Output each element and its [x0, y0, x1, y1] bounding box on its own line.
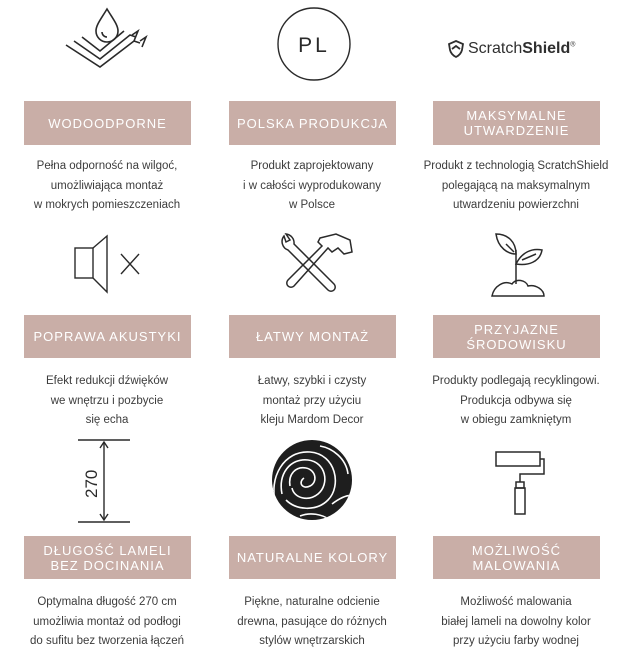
desc-przyjazne-srodowisku: Produkty podlegają recyklingowi. Produkcja odbywa się w obiegu zamkniętym	[432, 375, 600, 426]
badge-przyjazne-srodowisku: PRZYJAZNE ŚRODOWISKU	[433, 315, 600, 358]
badge-mozliwosc-malowania: MOŻLIWOŚĆ MALOWANIA	[433, 536, 600, 579]
badge-latwy-montaz: ŁATWY MONTAŻ	[229, 315, 396, 358]
badge-wodoodporne: WODOODPORNE	[24, 101, 191, 145]
desc-poprawa-akustyki: Efekt redukcji dźwięków we wnętrzu i pozbycie się echa	[45, 375, 169, 426]
logo-light-text: Scratch	[468, 40, 523, 57]
scratchshield-logo	[448, 40, 575, 58]
pl-text: PL	[298, 34, 330, 57]
desc-wodoodporne: Pełna odporność na wilgoć, umożliwiająca montaż w mokrych pomieszczeniach	[33, 160, 181, 211]
length-label: 270	[82, 469, 101, 498]
desc-dlugosc-lameli: Optymalna długość 270 cm umożliwia montaż od podłogi do sufitu bez tworzenia łączeń	[29, 596, 185, 647]
water-resistant-icon	[60, 5, 170, 75]
desc-naturalne-kolory: Piękne, naturalne odcienie drewna, pasujące do różnych stylów wnętrzarskich	[237, 596, 387, 647]
logo-bold-text: Shield	[522, 40, 571, 57]
badge-naturalne-kolory: NATURALNE KOLORY	[229, 536, 396, 579]
badge-poprawa-akustyki: POPRAWA AKUSTYKI	[24, 315, 191, 358]
desc-polska-produkcja: Produkt zaprojektowany i w całości wyprodukowany w Polsce	[242, 160, 382, 211]
wood-grain-icon	[270, 438, 354, 522]
desc-maksymalne-utwardzenie: Produkt z technologią ScratchShield polegającą na maksymalnym utwardzeniu powierzchni	[423, 160, 609, 211]
desc-latwy-montaz: Łatwy, szybki i czysty montaż przy użyciu kleju Mardom Decor	[257, 375, 367, 426]
logo-mark: ®	[570, 41, 576, 49]
shield-icon	[448, 40, 464, 58]
hammer-wrench-icon	[276, 230, 356, 300]
paint-roller-icon	[494, 448, 546, 518]
pl-circle-icon	[276, 6, 352, 82]
speaker-mute-icon	[73, 232, 145, 296]
badge-dlugosc-lameli: DŁUGOŚĆ LAMELI BEZ DOCINANIA	[24, 536, 191, 579]
length-270-icon	[74, 438, 134, 526]
desc-mozliwosc-malowania: Możliwość malowania białej lameli na dowolny kolor przy użyciu farby wodnej	[441, 596, 591, 647]
badge-maksymalne-utwardzenie: MAKSYMALNE UTWARDZENIE	[433, 101, 600, 145]
badge-polska-produkcja: POLSKA PRODUKCJA	[229, 101, 396, 145]
plant-sprout-icon	[486, 220, 548, 300]
